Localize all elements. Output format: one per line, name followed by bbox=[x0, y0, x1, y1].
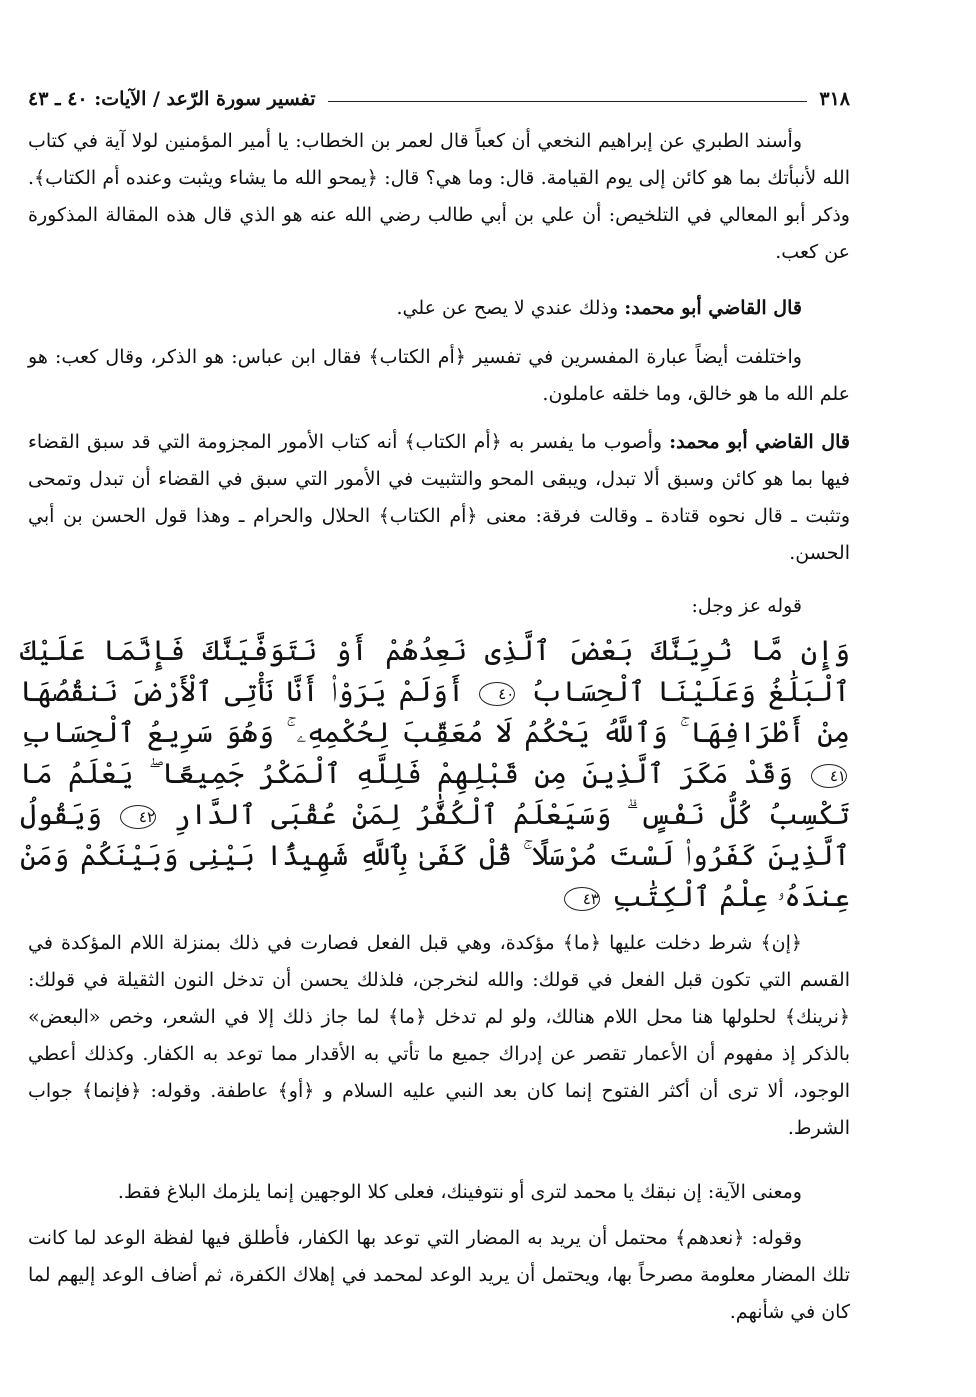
paragraph-text: ومعنى الآية: إن نبقك يا محمد لترى أو نتوفينك، فعلى كلا الوجهين إنما يلزمك البلاغ فقط. bbox=[117, 1181, 802, 1203]
verse-text: وَقَدْ مَكَرَ ٱلَّذِينَ مِن قَبْلِهِمْ فَلِلَّهِ ٱلْمَكْرُ جَمِيعًا ۖ يَعْلَمُ مَا تَكْسِبُ كُلُّ نَفْسٍ ۗ وَسَيَعْلَمُ ٱلْكُفَّٰرُ لِمَنْ عُقْبَى ٱلدَّارِ bbox=[20, 757, 851, 831]
ayah-number-mark: ٤٢ bbox=[120, 805, 156, 829]
header-rule bbox=[328, 101, 808, 102]
paragraph-tabari-narration bbox=[28, 123, 850, 271]
ayah-number-mark: ٤١ bbox=[811, 764, 847, 788]
paragraph-text: واختلفت أيضاً عبارة المفسرين في تفسير ﴿أم الكتاب﴾ فقال ابن عباس: هو الذكر، وقال كعب: هو علم الله ما هو خالق، وما خلقه عاملون. bbox=[28, 346, 850, 405]
ayah-number-mark: ٤٣ bbox=[564, 887, 600, 911]
page-header bbox=[28, 76, 850, 110]
running-title: تفسير سورة الرّعد / الآيات: ٤٠ ـ ٤٣ bbox=[28, 88, 316, 110]
paragraph-lead: قال القاضي أبو محمد: bbox=[624, 297, 802, 319]
paragraph-text: قوله عز وجل: bbox=[691, 595, 802, 617]
paragraph-text: ﴿إن﴾ شرط دخلت عليها ﴿ما﴾ مؤكدة، وهي قبل الفعل فصارت في ذلك بمنزلة اللام المؤكدة في القسم التي تكون قبل الفعل في قولك: والله لنخرجن، فلذلك يحسن أن تدخل النون الثقيلة في قولك: ﴿نرينك﴾ لحلولها هنا محل اللام هنالك، ولو لم تدخل ﴿ما﴾ لما جاز ذلك إلا في الشعر، وخص «البعض» بالذكر إذ مفهوم أن الأعمار تقصر عن إدراك جميع ما تأتي به الأقدار مما توعد به الكفار. وكذلك أعطي الوجود، ألا ترى أن أكثر الفتوح إنما كان بعد النبي عليه السلام و ﴿أو﴾ عاطفة. وقوله: ﴿فإنما﴾ جواب الشرط. bbox=[28, 932, 850, 1139]
paragraph-text: وقوله: ﴿نعدهم﴾ محتمل أن يريد به المضار التي توعد بها الكفار، فأطلق فيها لفظة الوعد لما كانت تلك المضار معلومة مصرحاً بها، ويحتمل أن يريد الوعد لمحمد في إهلاك الكفرة، ثم أضاف الوعد إليهم لما كان في شأنهم. bbox=[28, 1227, 850, 1323]
page-number: ٣١٨ bbox=[819, 88, 850, 110]
paragraph-umm-al-kitab bbox=[28, 339, 850, 413]
verse-text: أَوَلَمْ يَرَوْا۟ أَنَّا نَأْتِى ٱلْأَرْضَ نَنقُصُهَا مِنْ أَطْرَافِهَا ۚ وَٱللَّهُ يَحْكُمُ لَا مُعَقِّبَ لِحُكْمِهِۦ ۚ وَهُوَ سَرِيعُ ٱلْحِسَابِ bbox=[20, 675, 850, 749]
paragraph-qadi-comment-2 bbox=[28, 424, 850, 572]
paragraph-naiduhum-note bbox=[28, 1220, 850, 1331]
verse-text: وَيَقُولُ ٱلَّذِينَ كَفَرُوا۟ لَسْتَ مُرْسَلًا ۚ قُلْ كَفَىٰ بِٱللَّهِ شَهِيدًۢا بَيْنِى وَبَيْنَكُمْ وَمَنْ عِندَهُۥ عِلْمُ ٱلْكِتَٰبِ bbox=[20, 798, 850, 913]
paragraph-grammar-note bbox=[28, 925, 850, 1147]
paragraph-verse-intro bbox=[28, 588, 850, 625]
paragraph-lead: قال القاضي أبو محمد: bbox=[669, 431, 850, 453]
paragraph-verse-meaning bbox=[28, 1174, 850, 1211]
paragraph-text: وأصوب ما يفسر به ﴿أم الكتاب﴾ أنه كتاب الأمور المجزومة التي قد سبق القضاء فيها بما هو كائن وسبق ألا تبدل، ويبقى المحو والتثبيت في الأمور التي سبق في القضاء أن تبدل وتمحى وتثبت ـ قال نحوه قتادة ـ وقالت فرقة: معنى ﴿أم الكتاب﴾ الحلال والحرام ـ وهذا قول الحسن بن أبي الحسن. bbox=[28, 431, 850, 564]
paragraph-text: وأسند الطبري عن إبراهيم النخعي أن كعباً قال لعمر بن الخطاب: يا أمير المؤمنين لولا آية في كتاب الله لأنبأتك بما هو كائن إلى يوم القيامة. قال: وما هي؟ قال: ﴿يمحو الله ما يشاء ويثبت وعنده أم الكتاب﴾. وذكر أبو المعالي في التلخيص: أن علي بن أبي طالب رضي الله عنه هو الذي قال هذه المقالة المذكورة عن كعب. bbox=[28, 130, 850, 263]
paragraph-text: وذلك عندي لا يصح عن علي. bbox=[396, 297, 625, 319]
quran-verse-block bbox=[20, 630, 850, 917]
ayah-number-mark: ٤٠ bbox=[479, 682, 515, 706]
verse-text: وَإِن مَّا نُرِيَنَّكَ بَعْضَ ٱلَّذِى نَعِدُهُمْ أَوْ نَتَوَفَّيَنَّكَ فَإِنَّمَا عَلَيْكَ ٱلْبَلَٰغُ وَعَلَيْنَا ٱلْحِسَابُ bbox=[20, 634, 850, 708]
paragraph-qadi-comment-1 bbox=[28, 290, 850, 327]
